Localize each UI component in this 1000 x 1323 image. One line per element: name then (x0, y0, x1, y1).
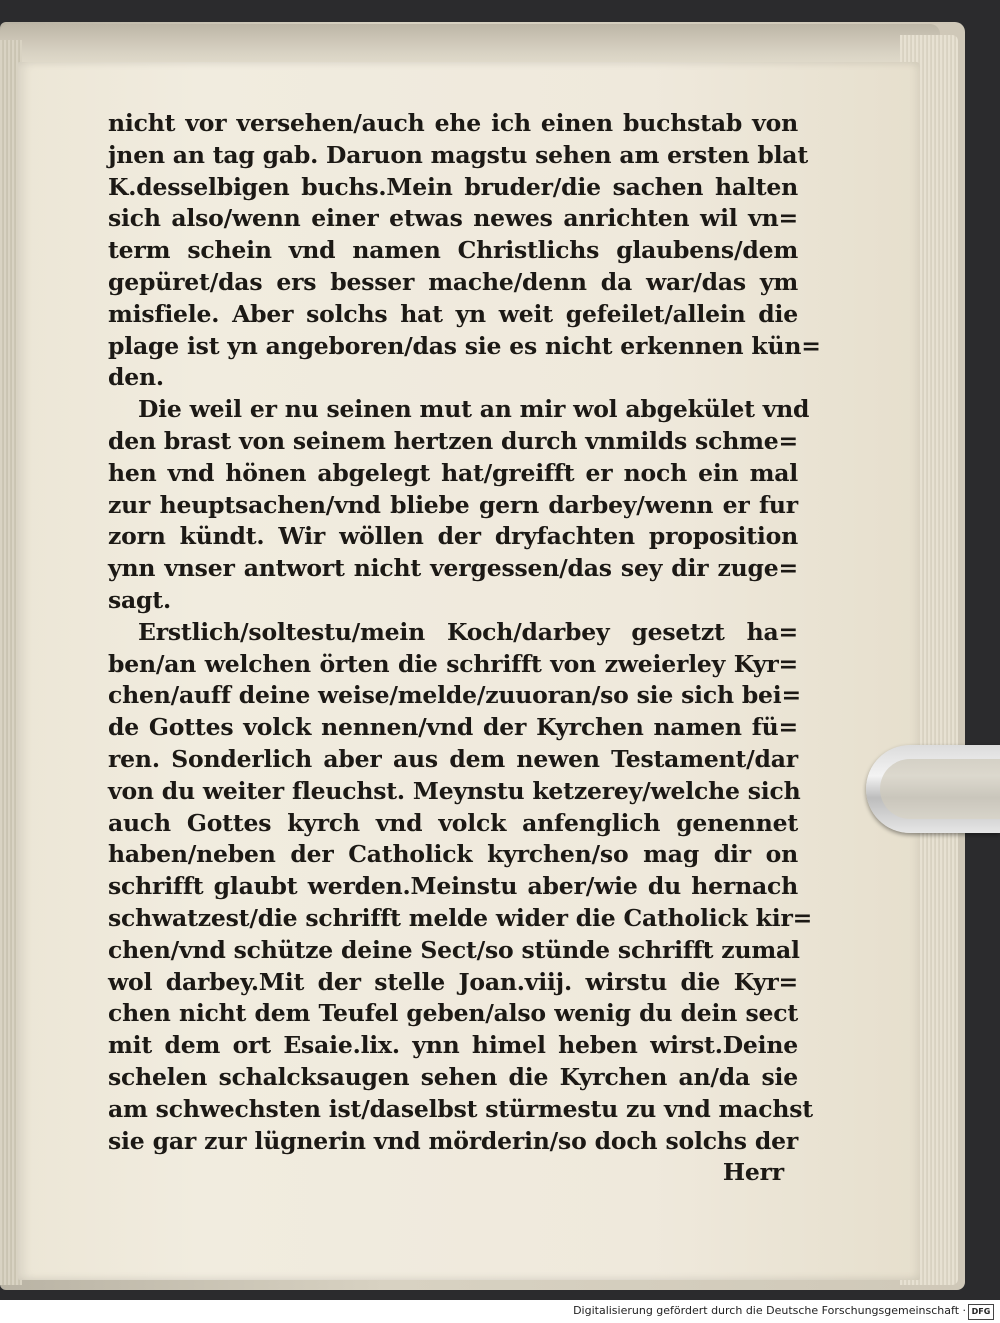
text-line: sagt. (108, 585, 171, 614)
catchword: Herr (722, 1158, 784, 1187)
text-line: chen/auff deine weise/melde/zuuoran/so sie sich bei= (108, 681, 802, 710)
text-line: sie gar zur lügnerin vnd mörderin/so doch solchs der (108, 1126, 798, 1155)
text-line: haben/neben der Catholick kyrchen/so mag dir on (108, 840, 798, 869)
text-line: misfiele. Aber solchs hat yn weit gefeilet/allein die (108, 299, 798, 328)
text-line: den brast von seinem hertzen durch vnmilds schme= (108, 426, 798, 455)
text-line: Erstlich/soltestu/mein Koch/darbey gesetzt ha= (138, 617, 798, 646)
text-line: auch Gottes kyrch vnd volck anfenglich genennet (108, 808, 798, 837)
text-line: schrifft glaubt werden.Meinstu aber/wie du hernach (108, 872, 798, 901)
text-line: nicht vor versehen/auch ehe ich einen buchstab von (108, 109, 798, 137)
text-line: zorn kündt. Wir wöllen der dryfachten proposition (108, 522, 798, 551)
text-line: mit dem ort Esaie.lix. ynn himel heben wirst.Deine (108, 1031, 798, 1060)
text-line: jnen an tag gab. Daruon magstu sehen am ersten blat (108, 140, 808, 169)
text-line: ben/an welchen örten die schrifft von zweierley Kyr= (108, 649, 798, 678)
page-clip (866, 745, 1000, 833)
text-line: sich also/wenn einer etwas newes anrichten wil vn= (108, 204, 798, 233)
text-line: chen/vnd schütze deine Sect/so stünde schrifft zumal (108, 935, 800, 964)
text-line: schelen schalcksaugen sehen die Kyrchen an/da sie (108, 1062, 798, 1091)
clip-opening (880, 759, 1000, 819)
text-line: Die weil er nu seinen mut an mir wol abgekület vnd (138, 395, 810, 424)
text-line: de Gottes volck nennen/vnd der Kyrchen namen fü= (108, 713, 798, 742)
text-line: schwatzest/die schrifft melde wider die Catholick kir= (108, 903, 813, 932)
text-line: von du weiter fleuchst. Meynstu ketzerey/welche sich (108, 776, 801, 805)
text-line: zur heuptsachen/vnd bliebe gern darbey/wenn er fur (108, 490, 798, 519)
footer-credit: Digitalisierung gefördert durch die Deutsche Forschungsgemeinschaft · (573, 1304, 966, 1317)
text-line: am schwechsten ist/daselbst stürmestu zu vnd machst (108, 1094, 813, 1123)
text-line: den. (108, 363, 164, 392)
text-line: K.desselbigen buchs.Mein bruder/die sachen halten (108, 172, 798, 201)
dfg-logo: DFG (968, 1304, 994, 1320)
footer-bar (0, 1300, 1000, 1323)
text-line: plage ist yn angeboren/das sie es nicht erkennen kün= (108, 331, 821, 360)
text-line: term schein vnd namen Christlichs glaubens/dem (108, 236, 798, 265)
page-text-block (108, 108, 821, 1189)
text-line: ynn vnser antwort nicht vergessen/das sey dir zuge= (108, 554, 798, 583)
text-line: ren. Sonderlich aber aus dem newen Testament/dar (108, 744, 798, 773)
text-line: chen nicht dem Teufel geben/also wenig du dein sect (108, 999, 798, 1028)
text-line: gepüret/das ers besser mache/denn da war/das ym (108, 267, 798, 296)
text-line: wol darbey.Mit der stelle Joan.viij. wirstu die Kyr= (108, 967, 798, 996)
text-line: hen vnd hönen abgelegt hat/greifft er noch ein mal (108, 458, 798, 487)
